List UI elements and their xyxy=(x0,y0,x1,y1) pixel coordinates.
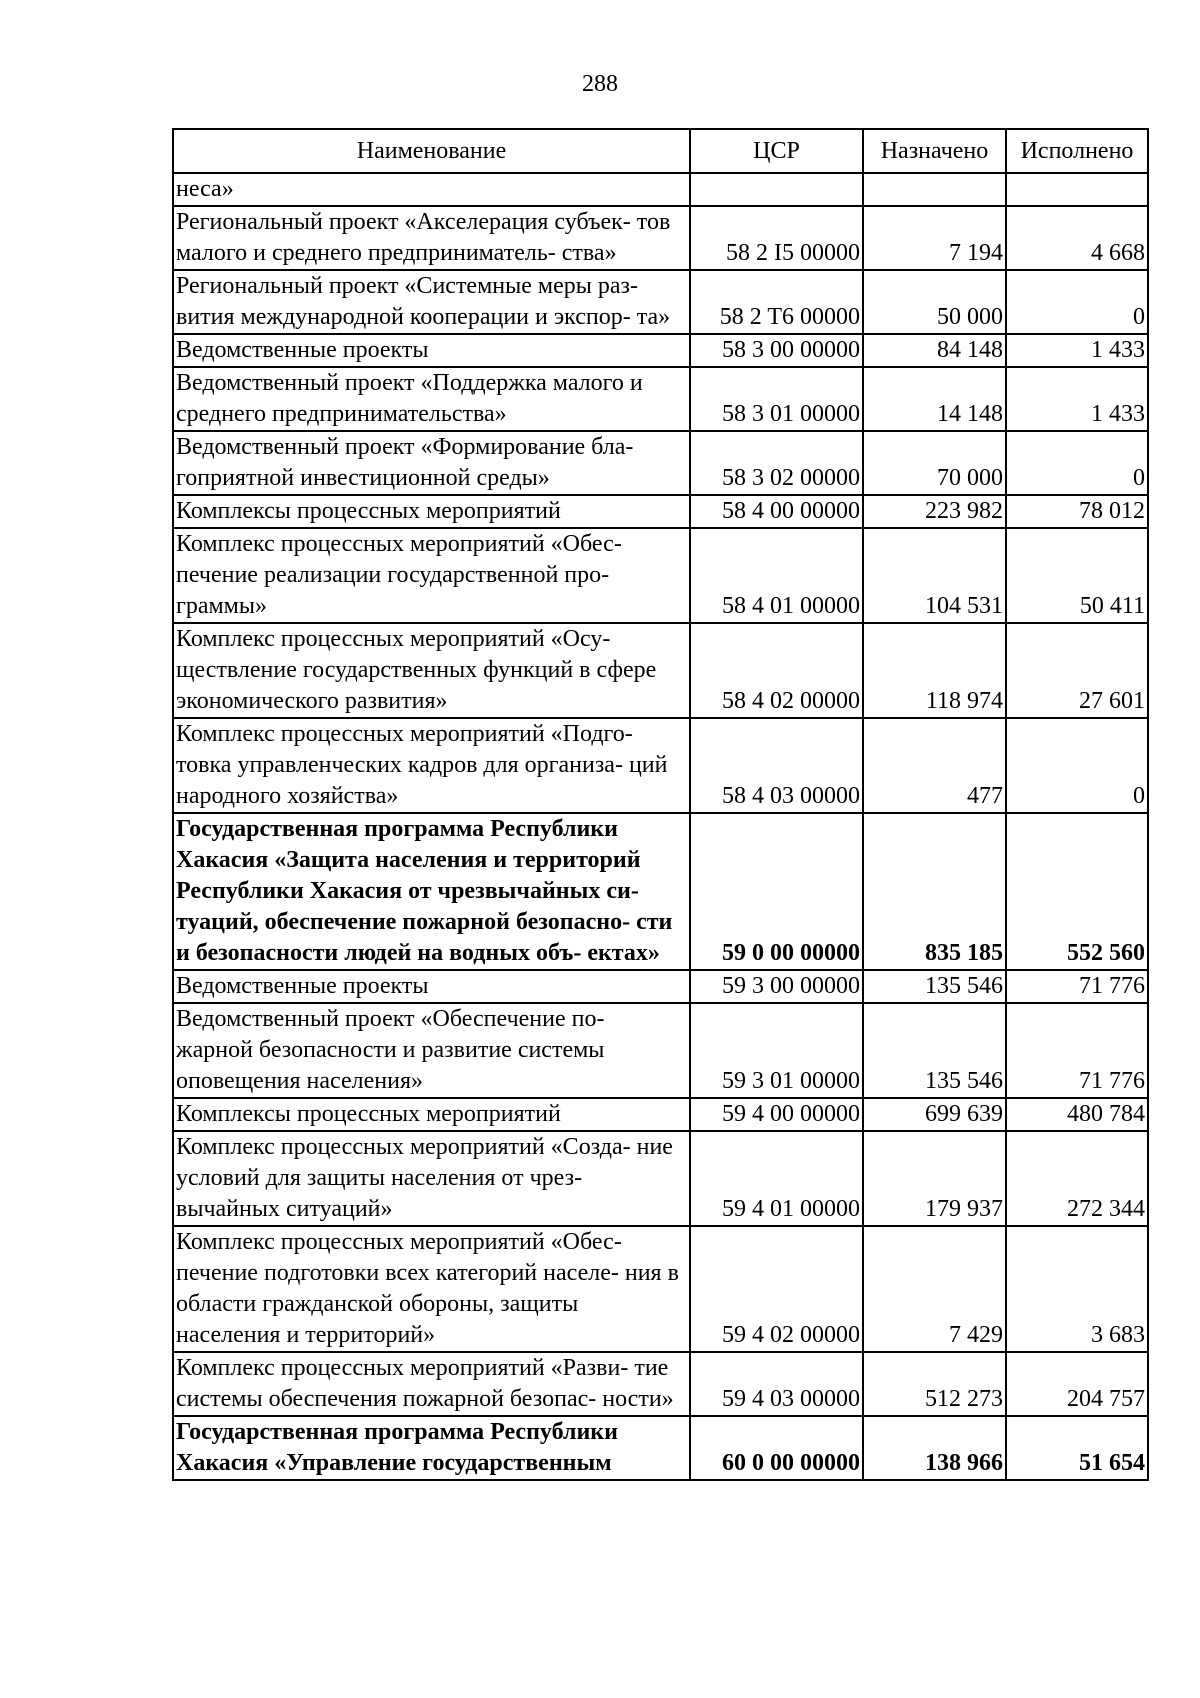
cell-csr: 58 4 03 00000 xyxy=(690,718,863,813)
cell-name: Ведомственные проекты xyxy=(173,334,690,367)
cell-name: Региональный проект «Акселерация субъек- тов малого и среднего предприниматель- ства» xyxy=(173,206,690,270)
cell-planned: 7 194 xyxy=(863,206,1006,270)
cell-executed: 204 757 xyxy=(1006,1352,1148,1416)
cell-name: Региональный проект «Системные меры раз- вития международной кооперации и экспор- та» xyxy=(173,270,690,334)
cell-executed: 1 433 xyxy=(1006,334,1148,367)
cell-name: Ведомственные проекты xyxy=(173,970,690,1003)
cell-csr: 59 4 02 00000 xyxy=(690,1226,863,1352)
cell-executed: 71 776 xyxy=(1006,1003,1148,1098)
cell-planned: 699 639 xyxy=(863,1098,1006,1131)
cell-name: Комплекс процессных мероприятий «Обес- печение подготовки всех категорий населе- ния в области гражданской обороны, защиты населения и территорий» xyxy=(173,1226,690,1352)
table-row xyxy=(173,1352,1148,1416)
cell-name: Комплекс процессных мероприятий «Созда- ние условий для защиты населения от чрез- вычайных ситуаций» xyxy=(173,1131,690,1226)
cell-csr: 59 3 01 00000 xyxy=(690,1003,863,1098)
cell-csr: 58 2 T6 00000 xyxy=(690,270,863,334)
cell-planned: 512 273 xyxy=(863,1352,1006,1416)
cell-name: Комплексы процессных мероприятий xyxy=(173,495,690,528)
cell-planned: 50 000 xyxy=(863,270,1006,334)
table-row xyxy=(173,206,1148,270)
cell-planned: 70 000 xyxy=(863,431,1006,495)
cell-planned: 118 974 xyxy=(863,623,1006,718)
cell-executed: 0 xyxy=(1006,431,1148,495)
cell-csr: 58 2 I5 00000 xyxy=(690,206,863,270)
cell-csr: 58 3 02 00000 xyxy=(690,431,863,495)
column-header-csr: ЦСР xyxy=(690,129,863,173)
cell-csr: 60 0 00 00000 xyxy=(690,1416,863,1480)
table-row xyxy=(173,970,1148,1003)
cell-csr: 58 4 00 00000 xyxy=(690,495,863,528)
cell-planned: 84 148 xyxy=(863,334,1006,367)
cell-executed: 552 560 xyxy=(1006,813,1148,970)
cell-csr: 58 3 01 00000 xyxy=(690,367,863,431)
cell-csr: 58 3 00 00000 xyxy=(690,334,863,367)
cell-planned xyxy=(863,173,1006,206)
cell-executed: 51 654 xyxy=(1006,1416,1148,1480)
budget-table xyxy=(172,128,1149,1481)
cell-planned: 477 xyxy=(863,718,1006,813)
cell-executed: 0 xyxy=(1006,270,1148,334)
cell-name: Комплексы процессных мероприятий xyxy=(173,1098,690,1131)
cell-name: Комплекс процессных мероприятий «Осу- ществление государственных функций в сфере экономического развития» xyxy=(173,623,690,718)
cell-planned: 835 185 xyxy=(863,813,1006,970)
cell-csr: 59 4 01 00000 xyxy=(690,1131,863,1226)
cell-executed: 4 668 xyxy=(1006,206,1148,270)
cell-planned: 135 546 xyxy=(863,970,1006,1003)
table-row xyxy=(173,270,1148,334)
table-row xyxy=(173,173,1148,206)
cell-name: Комплекс процессных мероприятий «Подго- товка управленческих кадров для организа- ций народного хозяйства» xyxy=(173,718,690,813)
cell-executed: 0 xyxy=(1006,718,1148,813)
cell-csr: 59 0 00 00000 xyxy=(690,813,863,970)
column-header-planned: Назначено xyxy=(863,129,1006,173)
table-row xyxy=(173,813,1148,970)
cell-name: Ведомственный проект «Обеспечение по- жарной безопасности и развитие системы оповещения населения» xyxy=(173,1003,690,1098)
cell-executed: 27 601 xyxy=(1006,623,1148,718)
cell-name: Комплекс процессных мероприятий «Обес- печение реализации государственной про- граммы» xyxy=(173,528,690,623)
table-row xyxy=(173,367,1148,431)
cell-csr: 59 3 00 00000 xyxy=(690,970,863,1003)
table-row xyxy=(173,623,1148,718)
table-row xyxy=(173,334,1148,367)
table-row xyxy=(173,718,1148,813)
cell-planned: 104 531 xyxy=(863,528,1006,623)
cell-executed: 3 683 xyxy=(1006,1226,1148,1352)
cell-planned: 138 966 xyxy=(863,1416,1006,1480)
table-row xyxy=(173,1416,1148,1480)
cell-name: неса» xyxy=(173,173,690,206)
column-header-executed: Исполнено xyxy=(1006,129,1148,173)
cell-planned: 135 546 xyxy=(863,1003,1006,1098)
cell-name: Государственная программа Республики Хакасия «Защита населения и территорий Республики Хакасия от чрезвычайных си- туаций, обеспечение пожарной безопасно- сти и безопасности людей на водных объ- ектах» xyxy=(173,813,690,970)
cell-executed: 78 012 xyxy=(1006,495,1148,528)
cell-csr xyxy=(690,173,863,206)
table-row xyxy=(173,495,1148,528)
table-row xyxy=(173,431,1148,495)
table-row xyxy=(173,1003,1148,1098)
cell-executed: 50 411 xyxy=(1006,528,1148,623)
cell-planned: 223 982 xyxy=(863,495,1006,528)
cell-name: Комплекс процессных мероприятий «Разви- тие системы обеспечения пожарной безопас- ности» xyxy=(173,1352,690,1416)
cell-csr: 58 4 02 00000 xyxy=(690,623,863,718)
table-body xyxy=(173,173,1148,1480)
table-header xyxy=(173,129,1148,173)
header-row xyxy=(173,129,1148,173)
table-row xyxy=(173,1226,1148,1352)
cell-csr: 58 4 01 00000 xyxy=(690,528,863,623)
cell-name: Государственная программа Республики Хакасия «Управление государственным xyxy=(173,1416,690,1480)
cell-name: Ведомственный проект «Поддержка малого и среднего предпринимательства» xyxy=(173,367,690,431)
cell-executed: 272 344 xyxy=(1006,1131,1148,1226)
cell-executed: 1 433 xyxy=(1006,367,1148,431)
cell-executed xyxy=(1006,173,1148,206)
cell-planned: 179 937 xyxy=(863,1131,1006,1226)
cell-csr: 59 4 00 00000 xyxy=(690,1098,863,1131)
column-header-name: Наименование xyxy=(173,129,690,173)
cell-csr: 59 4 03 00000 xyxy=(690,1352,863,1416)
cell-planned: 7 429 xyxy=(863,1226,1006,1352)
cell-executed: 71 776 xyxy=(1006,970,1148,1003)
cell-planned: 14 148 xyxy=(863,367,1006,431)
cell-executed: 480 784 xyxy=(1006,1098,1148,1131)
table-row xyxy=(173,1098,1148,1131)
page-number: 288 xyxy=(582,71,618,97)
table-row xyxy=(173,528,1148,623)
table-row xyxy=(173,1131,1148,1226)
cell-name: Ведомственный проект «Формирование бла- гоприятной инвестиционной среды» xyxy=(173,431,690,495)
